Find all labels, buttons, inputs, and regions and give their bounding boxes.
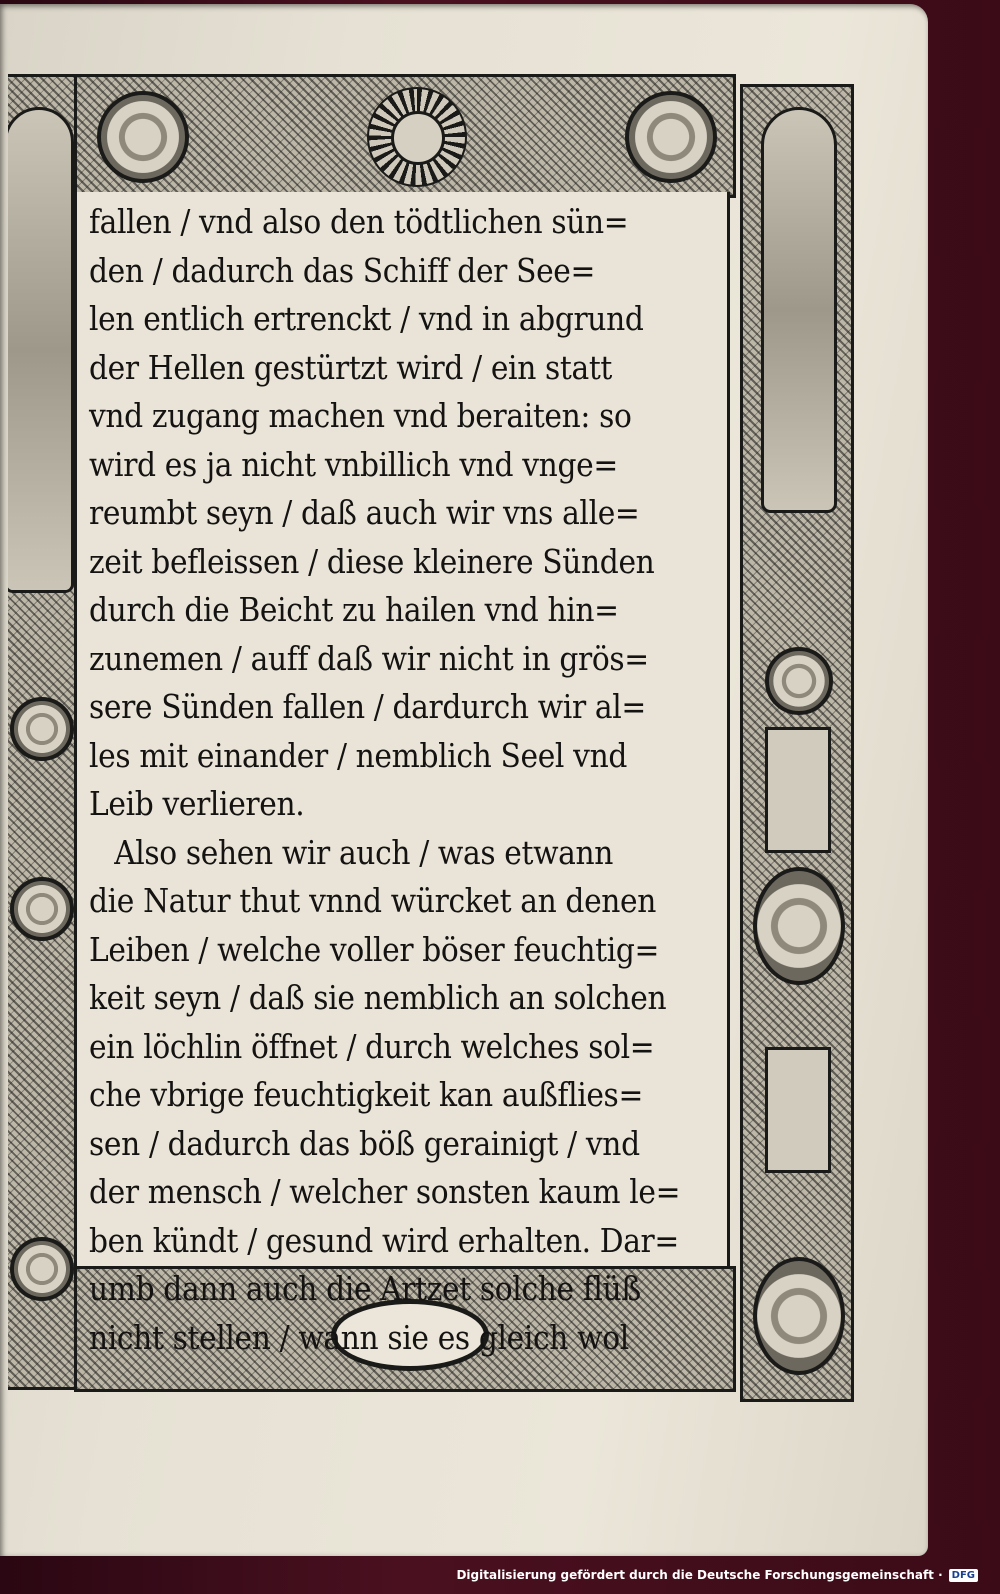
rosette-left-1 [10, 697, 74, 761]
book-page [0, 4, 928, 1556]
text-line: nicht stellen / wann sie es gleich wol [89, 1317, 629, 1357]
rosette-right-1 [765, 647, 833, 715]
text-line: keit seyn / daß sie nemblich an solchen [89, 978, 667, 1017]
funding-text: Digitalisierung gefördert durch die Deutsche Forschungsgemeinschaft · [456, 1568, 943, 1582]
text-line: der mensch / welcher sonsten kaum le= [89, 1172, 681, 1211]
text-block [74, 192, 730, 1357]
text-line: vnd zugang machen vnd beraiten: so [89, 396, 632, 435]
text-line: zunemen / auff daß wir nicht in grös= [89, 638, 649, 678]
left-woodcut-border [8, 74, 77, 1390]
text-line: Leib verlieren. [89, 784, 305, 823]
pillar-right-2 [765, 1047, 831, 1173]
text-line: che vbrige feuchtigkeit kan außflies= [89, 1075, 643, 1114]
rosette-left-2 [10, 877, 74, 941]
rosette-left-3 [10, 1237, 74, 1301]
text-line: len entlich ertrenckt / vnd in abgrund [89, 299, 644, 338]
rosette-top-right [625, 91, 717, 183]
text-line: les mit einander / nemblich Seel vnd [89, 735, 627, 775]
text-line: durch die Beicht zu hailen vnd hin= [89, 590, 619, 629]
pillar-right-1 [765, 727, 831, 853]
text-line: sen / dadurch das böß gerainigt / vnd [89, 1123, 640, 1163]
rosette-top-left [97, 91, 189, 183]
text-line: ein löchlin öffnet / durch welches sol= [89, 1026, 655, 1066]
saint-figure-right [761, 107, 837, 513]
text-line: den / dadurch das Schiff der See= [89, 250, 596, 290]
text-line: der Hellen gestürtzt wird / ein statt [89, 347, 612, 387]
sun-face-icon [367, 87, 467, 187]
top-woodcut-border [74, 74, 736, 198]
text-line: reumbt seyn / daß auch wir vns alle= [89, 493, 640, 532]
right-woodcut-border [740, 84, 854, 1402]
saint-figure-left [8, 107, 74, 593]
paragraph-start-line: Also sehen wir auch / was etwann [114, 832, 614, 872]
text-line: zeit befleissen / diese kleinere Sünden [89, 541, 655, 581]
rosette-right-3 [753, 1257, 845, 1375]
funding-footer [456, 1568, 978, 1582]
text-line: umb dann auch die Artzet solche flüß [89, 1269, 641, 1308]
text-line: wird es ja nicht vnbillich vnd vnge= [89, 444, 618, 484]
rosette-right-2 [753, 867, 845, 985]
text-line: ben kündt / gesund wird erhalten. Dar= [89, 1220, 679, 1260]
text-line: die Natur thut vnnd würcket an denen [89, 881, 657, 920]
dfg-logo: DFG [949, 1569, 978, 1582]
text-line: sere Sünden fallen / dardurch wir al= [89, 687, 646, 726]
text-line: fallen / vnd also den tödtlichen sün= [89, 202, 629, 241]
text-line: Leiben / welche voller böser feuchtig= [89, 929, 660, 969]
